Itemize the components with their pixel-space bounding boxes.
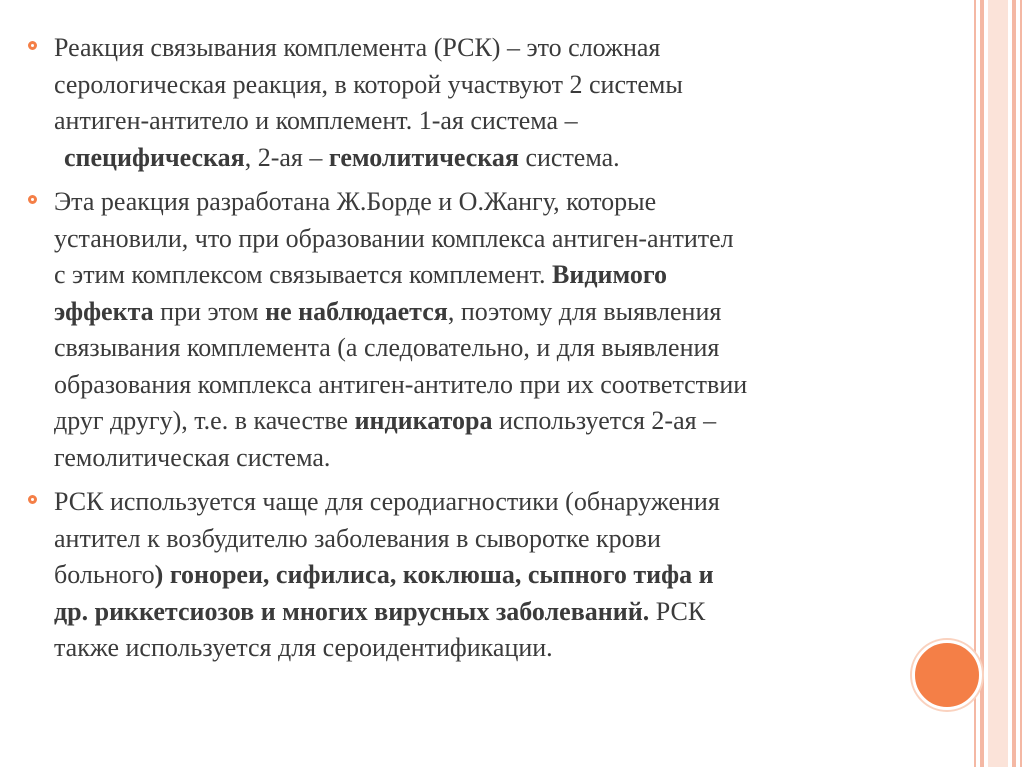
bullet-item (28, 484, 918, 667)
border-stripe (974, 0, 976, 767)
border-stripe (1020, 0, 1022, 767)
text-line (54, 521, 918, 558)
text-line (54, 440, 918, 477)
text-segment: , 2-ая – (244, 142, 329, 172)
text-segment: антител к возбудителю заболевания в сыворотке крови (54, 523, 661, 553)
text-segment: друг другу), т.е. в качестве (54, 406, 355, 435)
bold-text: эффекта (54, 296, 154, 326)
text-line (54, 103, 918, 140)
text-segment: образования комплекса антиген-антитело при их соответствии (54, 369, 748, 399)
bold-text: специфическая (64, 142, 245, 172)
text-line (54, 594, 918, 631)
text-line (54, 30, 918, 67)
text-line (54, 330, 918, 367)
text-line (54, 403, 918, 440)
text-line (54, 630, 918, 667)
bold-text: индикатора (354, 406, 493, 435)
text-segment: с этим комплексом связывается комплемент. (54, 260, 552, 289)
border-stripe (988, 0, 1008, 767)
text-segment: , поэтому для выявления (447, 296, 722, 326)
text-segment: также используется для сероидентификации. (54, 633, 553, 662)
text-segment: система. (518, 142, 620, 172)
bullet-circle-icon (28, 195, 37, 204)
text-line (54, 367, 918, 404)
text-line (54, 67, 918, 104)
decorative-border (974, 0, 1024, 767)
text-line (54, 294, 918, 331)
text-segment: гемолитическая система. (54, 442, 331, 472)
text-line (54, 184, 918, 221)
text-line (54, 557, 918, 594)
text-segment: используется 2-ая – (492, 406, 717, 435)
bold-text: ) гонореи, сифилиса, коклюша, сыпного тифа и (154, 560, 714, 589)
bold-text: гемолитическая (328, 142, 519, 172)
text-segment: Эта реакция разработана Ж.Борде и О.Жангу, которые (54, 187, 657, 216)
bold-text: Видимого (552, 260, 667, 289)
border-stripe (980, 0, 984, 767)
text-line (54, 484, 918, 521)
text-segment: антиген-антитело и комплемент. 1-ая система – (54, 106, 578, 135)
border-stripe (1012, 0, 1016, 767)
bullet-item (28, 30, 918, 176)
bullet-circle-icon (28, 41, 37, 50)
text-line (54, 221, 918, 258)
bullet-item (28, 184, 918, 476)
text-segment: при этом (153, 296, 266, 326)
text-line (54, 257, 918, 294)
text-line (54, 140, 918, 177)
bold-text: др. риккетсиозов и многих вирусных заболеваний. (54, 596, 650, 626)
text-segment: больного (54, 560, 155, 589)
decorative-circle (912, 640, 982, 710)
slide-body (28, 30, 918, 675)
text-segment: связывания комплемента (а следовательно, и для выявления (54, 333, 720, 362)
text-segment: РСК используется чаще для серодиагностики (обнаружения (54, 487, 720, 516)
bullet-circle-icon (28, 495, 37, 504)
text-segment: установили, что при образовании комплекса антиген-антител (54, 223, 734, 253)
text-segment: серологическая реакция, в которой участвуют 2 системы (54, 69, 683, 99)
bold-text: не наблюдается (265, 296, 448, 326)
text-segment: РСК (649, 596, 706, 626)
text-segment: Реакция связывания комплемента (РСК) – это сложная (54, 33, 661, 62)
